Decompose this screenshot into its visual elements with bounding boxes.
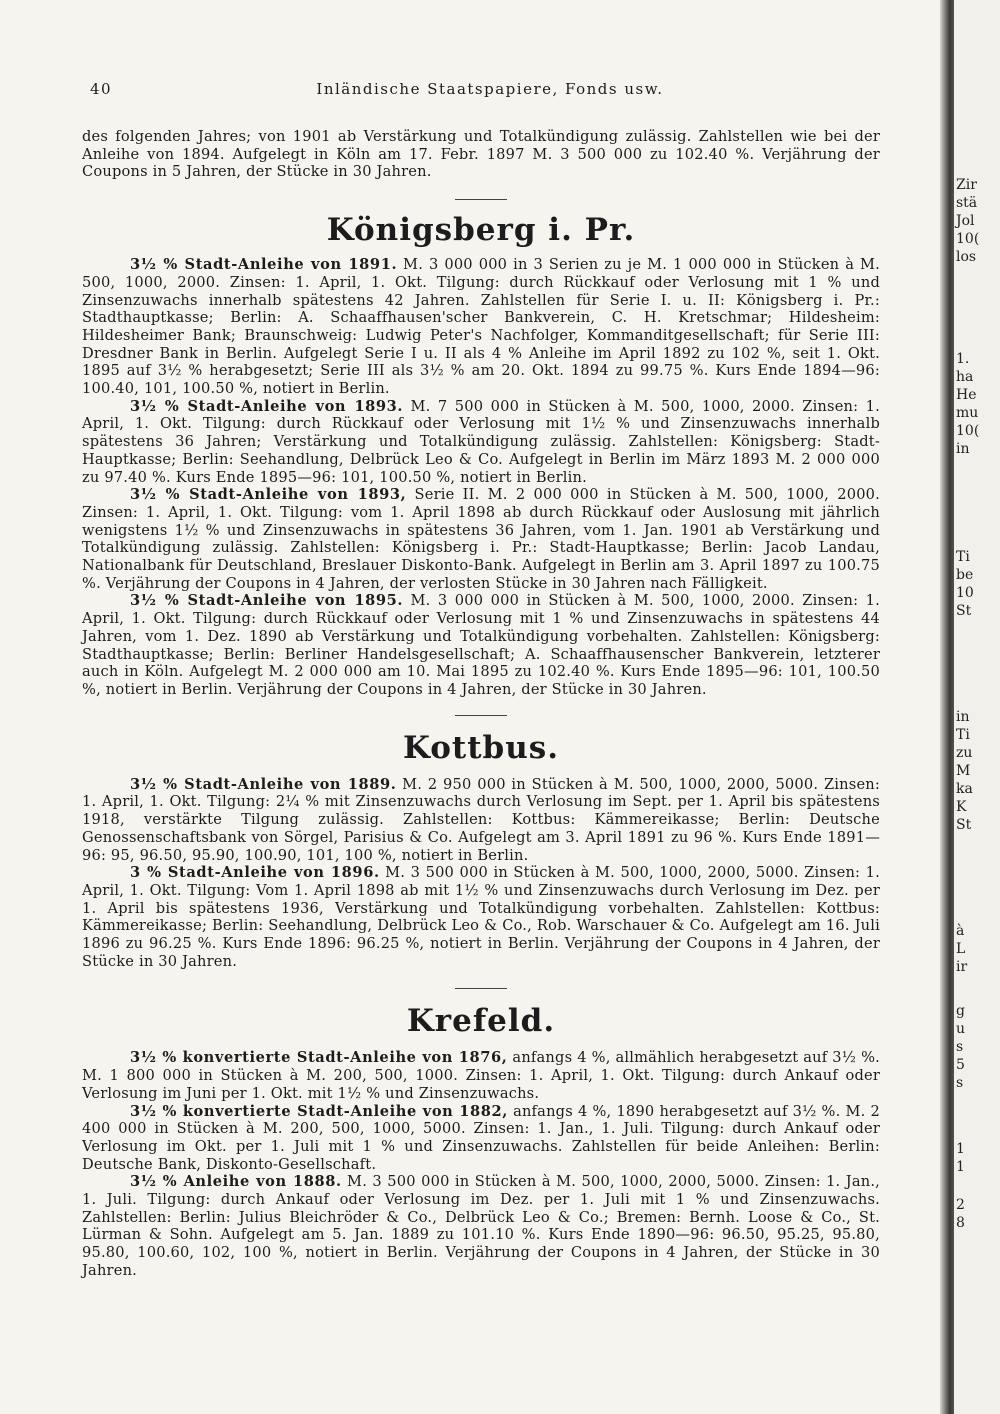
bond-title: 3½ % konvertierte Stadt-Anleihe von 1876, [130, 1049, 508, 1067]
text-column [82, 128, 880, 1280]
adjacent-page-fragment: los [956, 249, 977, 265]
bond-entry [82, 1049, 880, 1102]
adjacent-page-fragment: St [956, 603, 972, 619]
adjacent-page-fragment: 5 [956, 1057, 965, 1073]
adjacent-page-fragment: K [956, 799, 967, 815]
section-divider [455, 715, 507, 716]
adjacent-page-fragment: stä [956, 195, 978, 211]
bond-description: M. 3 500 000 in Stücken à M. 500, 1000, 2000, 5000. Zinsen: 1. Jan., 1. Juli. Tilgung: durch Ankauf oder Verlosung im Dez. per 1. Juli mit 1 % und Zinsenzuwachs. Zahlstellen: Berlin: Julius Bleichröder & Co., Delbrück Leo & Co.; Bremen: Bernh. Loose & Co., St. Lürman & Sohn. Aufgelegt am 5. Jan. 1889 zu 101.10 %. Kurs Ende 1890—96: 96.50, 95.25, 95.80, 95.80, 100.60, 102, 100 %, notiert in Berlin. Verjährung der Coupons in 4 Jahren, der Stücke in 30 Jahren. [82, 1173, 881, 1279]
page-header [90, 80, 890, 104]
bond-title: 3½ % Anleihe von 1888. [130, 1173, 342, 1191]
adjacent-page-fragment: in [956, 441, 970, 457]
bond-entry [82, 398, 880, 487]
adjacent-page-fragment: u [956, 1021, 966, 1037]
bond-entry [82, 864, 880, 970]
page-number: 40 [90, 80, 113, 98]
intro-paragraph: des folgenden Jahres; von 1901 ab Verstärkung und Totalkündigung zulässig. Zahlstellen wie bei der Anleihe von 1894. Aufgelegt in Köln am 17. Febr. 1897 M. 3 500 000 zu 102.40 %. Verjährung der Coupons in 5 Jahren, der Stücke in 30 Jahren. [82, 128, 880, 181]
bond-description: anfangs 4 %, 1890 herabgesetzt auf 3½ %. M. 2 400 000 in Stücken à M. 200, 500, 1000, 5000. Zinsen: 1. Jan., 1. Juli. Tilgung: durch Ankauf oder Verlosung im Okt. per 1. Juli mit 1 % und Zinsenzuwachs. Zahlstellen für beide Anleihen: Berlin: Deutsche Bank, Diskonto-Gesellschaft. [82, 1102, 881, 1173]
bond-description: M. 3 500 000 in Stücken à M. 500, 1000, 2000, 5000. Zinsen: 1. April, 1. Okt. Tilgung: Vom 1. April 1898 ab mit 1½ % und Zinsenzuwachs durch Verlosung im Dez. per 1. April bis spätestens 1936, Verstärkung und Totalkündigung vorbehalten. Zahlstellen: Kottbus: Kämmereikasse; Berlin: Seehandlung, Delbrück Leo & Co., Rob. Warschauer & Co. Aufgelegt am 16. Juli 1896 zu 96.25 %. Kurs Ende 1896: 96.25 %, notiert in Berlin. Verjährung der Coupons in 4 Jahren, der Stücke in 30 Jahren. [82, 864, 880, 970]
adjacent-page-fragment: Zir [956, 177, 977, 193]
bond-title: 3½ % Stadt-Anleihe von 1889. [130, 775, 397, 793]
section-kottbus [82, 715, 880, 971]
adjacent-page-fragment: He [956, 387, 977, 403]
adjacent-page-fragment: 10 [956, 585, 974, 601]
bond-title: 3½ % Stadt-Anleihe von 1891. [130, 256, 398, 274]
adjacent-page-fragment: Ti [956, 549, 970, 565]
bond-entry [82, 256, 880, 398]
adjacent-page-fragment: zu [956, 745, 973, 761]
adjacent-page-fragment: 8 [956, 1215, 965, 1231]
adjacent-page-fragment: M [956, 763, 971, 779]
adjacent-page-fragment: g [956, 1003, 965, 1019]
adjacent-page-fragment: Jol [956, 213, 975, 229]
bond-entry [82, 1103, 880, 1174]
adjacent-page-fragment: mu [956, 405, 979, 421]
bond-title: 3½ % Stadt-Anleihe von 1895. [130, 592, 404, 610]
bond-description: M. 3 000 000 in 3 Serien zu je M. 1 000 000 in Stücken à M. 500, 1000, 2000. Zinsen: 1. April, 1. Okt. Tilgung: durch Rückkauf oder Verlosung mit 1 % und Zinsenzuwachs innerhalb spätestens 42 Jahren. Zahlstellen für Serie I. u. II: Königsberg i. Pr.: Stadthauptkasse; Berlin: A. Schaaffhausen'scher Bankverein, C. H. Kretschmar; Hildesheim: Hildesheimer Bank; Braunschweig: Ludwig Peter's Nachfolger, Kommanditgesellschaft; für Serie III: Dresdner Bank in Berlin. Aufgelegt Serie I u. II als 4 % Anleihe im April 1892 zu 102 %, seit 1. Okt. 1895 auf 3½ % herabgesetzt; Serie III als 3½ % am 20. Okt. 1894 zu 99.75 %. Kurs Ende 1894—96: 100.40, 101, 100.50 %, notiert in Berlin. [82, 256, 880, 398]
adjacent-page-fragment: be [956, 567, 974, 583]
bond-description: M. 3 000 000 in Stücken à M. 500, 1000, 2000. Zinsen: 1. April, 1. Okt. Tilgung: durch Rückkauf oder Verlosung mit 1 % und Zinsenzuwachs in spätestens 44 Jahren, vom 1. Dez. 1890 ab Verstärkung und Totalkündigung vorbehalten. Zahlstellen: Königsberg: Stadthauptkasse; Berlin: Berliner Handelsgesellschaft; A. Schaaffhausenscher Bankverein, letzterer auch in Köln. Aufgelegt M. 2 000 000 am 10. Mai 1895 zu 102.40 %. Kurs Ende 1895—96: 101, 100.50 %, notiert in Berlin. Verjährung der Coupons in 4 Jahren, der Stücke in 30 Jahren. [82, 592, 881, 698]
adjacent-page-fragment: St [956, 817, 972, 833]
adjacent-page-fragment: ha [956, 369, 974, 385]
bond-entry [82, 592, 880, 698]
adjacent-page-fragment: ir [956, 959, 968, 975]
section-koenigsberg [82, 199, 880, 699]
bond-description: M. 2 950 000 in Stücken à M. 500, 1000, 2000, 5000. Zinsen: 1. April, 1. Okt. Tilgung: 2¼ % mit Zinsenzuwachs durch Verlosung im Sept. per 1. April bis spätestens 1918, verstärkte Tilgung zulässig. Zahlstellen: Kottbus: Kämmereikasse; Berlin: Deutsche Genossenschaftsbank von Sörgel, Parisius & Co. Aufgelegt am 3. April 1891 zu 96 %. Kurs Ende 1891—96: 95, 96.50, 95.90, 100.90, 101, 100 %, notiert in Berlin. [82, 775, 880, 864]
city-heading: Kottbus. [402, 729, 560, 766]
bond-entry [82, 776, 880, 865]
adjacent-page-fragment: à [956, 923, 965, 939]
section-krefeld [82, 988, 880, 1279]
adjacent-page-fragment: 2 [956, 1197, 965, 1213]
bond-title: 3½ % Stadt-Anleihe von 1893, [130, 486, 407, 504]
adjacent-page-fragment: s [956, 1039, 964, 1055]
bond-title: 3½ % konvertierte Stadt-Anleihe von 1882, [130, 1102, 508, 1120]
bond-description: M. 7 500 000 in Stücken à M. 500, 1000, 2000. Zinsen: 1. April, 1. Okt. Tilgung: durch Rückkauf oder Verlosung mit 1½ % und Zinsenzuwachs innerhalb spätestens 36 Jahren; Verstärkung und Totalkündigung zulässig. Zahlstellen: Königsberg: Stadt-Hauptkasse; Berlin: Seehandlung, Delbrück Leo & Co. Aufgelegt in Berlin im März 1893 M. 2 000 000 zu 97.40 %. Kurs Ende 1895—96: 101, 100.50 %, notiert in Berlin. [82, 397, 881, 486]
adjacent-page-fragment: L [956, 941, 966, 957]
adjacent-page-fragment: 1. [956, 351, 970, 367]
bond-entry [82, 1173, 880, 1279]
adjacent-page-fragment: 10( [956, 231, 980, 247]
adjacent-page-fragment: 1 [956, 1159, 965, 1175]
city-heading: Krefeld. [406, 1003, 556, 1040]
adjacent-page-fragment: s [956, 1075, 964, 1091]
adjacent-page-fragment: ka [956, 781, 973, 797]
city-heading: Königsberg i. Pr. [326, 212, 636, 249]
adjacent-page-fragment: in [956, 709, 970, 725]
book-gutter [940, 0, 954, 1414]
bond-description: anfangs 4 %, allmählich herabgesetzt auf 3½ %. M. 1 800 000 in Stücken à M. 200, 500, 1000. Zinsen: 1. April, 1. Okt. Tilgung: durch Ankauf oder Verlosung im Juni per 1. Okt. mit 1½ % und Zinsenzuwachs. [82, 1049, 880, 1102]
bond-entry [82, 486, 880, 592]
adjacent-page-fragment: Ti [956, 727, 970, 743]
section-divider [455, 199, 507, 200]
bond-title: 3 % Stadt-Anleihe von 1896. [130, 864, 380, 882]
section-divider [455, 988, 507, 989]
adjacent-page-edge [954, 0, 1000, 1414]
bond-title: 3½ % Stadt-Anleihe von 1893. [130, 397, 404, 415]
adjacent-page-fragment: 10( [956, 423, 980, 439]
adjacent-page-fragment: 1 [956, 1141, 965, 1157]
running-title: Inländische Staatspapiere, Fonds usw. [316, 80, 664, 98]
bond-description: Serie II. M. 2 000 000 in Stücken à M. 500, 1000, 2000. Zinsen: 1. April, 1. Okt. Tilgung: vom 1. April 1898 ab durch Rückkauf oder Auslosung mit jährlich wenigstens 1½ % und Zinsenzuwachs in spätestens 36 Jahren, vom 1. Jan. 1901 ab Verstärkung und Totalkündigung zulässig. Zahlstellen: Königsberg i. Pr.: Stadt-Hauptkasse; Berlin: Jacob Landau, Nationalbank für Deutschland, Breslauer Diskonto-Bank. Aufgelegt in Berlin am 3. April 1897 zu 100.75 %. Verjährung der Coupons in 4 Jahren, der verlosten Stücke in 30 Jahren nach Fälligkeit. [82, 486, 881, 592]
